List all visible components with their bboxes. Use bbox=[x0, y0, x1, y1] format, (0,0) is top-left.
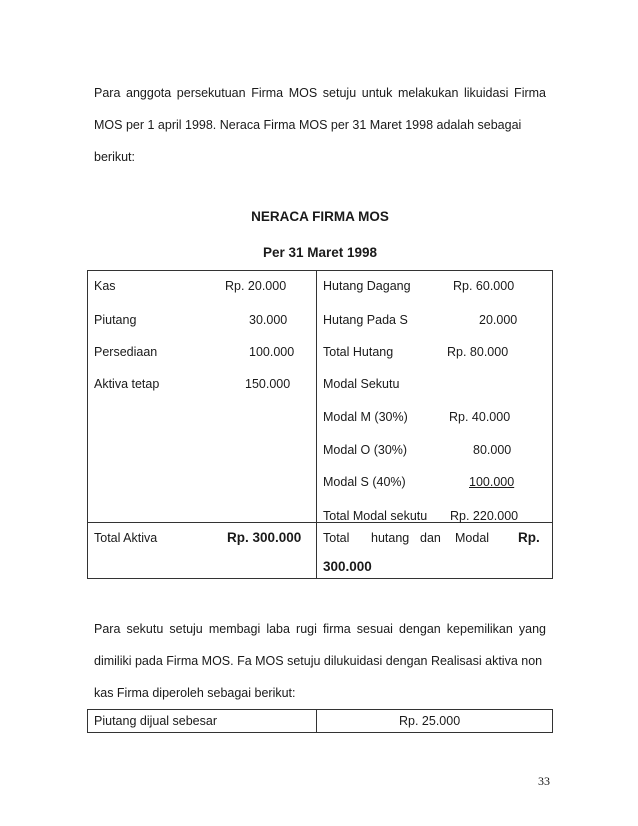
liability-value: Rp. 80.000 bbox=[447, 345, 509, 359]
total-liab-word: Modal bbox=[455, 531, 490, 545]
liability-value: 80.000 bbox=[473, 443, 512, 457]
balance-subtitle: Per 31 Maret 1998 bbox=[262, 245, 378, 260]
intro-paragraph bbox=[94, 77, 546, 173]
liability-label: Hutang Dagang bbox=[323, 279, 411, 293]
settlement-line-3: kas Firma diperoleh sebagai berikut: bbox=[94, 686, 296, 700]
asset-value: Rp. 20.000 bbox=[225, 279, 287, 293]
total-liabilities-cell bbox=[317, 523, 553, 579]
total-liab-rp: Rp. bbox=[518, 530, 540, 545]
assets-column bbox=[88, 271, 317, 523]
liability-value: Rp. 220.000 bbox=[450, 509, 519, 523]
asset-value: 30.000 bbox=[249, 313, 288, 327]
balance-title: NERACA FIRMA MOS bbox=[251, 209, 389, 224]
asset-label: Kas bbox=[94, 279, 116, 293]
balance-sheet-table bbox=[87, 270, 553, 579]
realisasi-value: Rp. 25.000 bbox=[317, 710, 553, 733]
asset-value: 150.000 bbox=[245, 377, 291, 391]
total-liab-word: hutang bbox=[371, 531, 410, 545]
liability-label: Total Modal sekutu bbox=[323, 509, 428, 523]
realisasi-label: Piutang dijual sebesar bbox=[88, 710, 317, 733]
asset-value: 100.000 bbox=[249, 345, 295, 359]
settlement-paragraph bbox=[94, 613, 546, 709]
total-assets-label: Total Aktiva bbox=[94, 531, 158, 545]
total-liab-word: dan bbox=[420, 531, 441, 545]
asset-label: Piutang bbox=[94, 313, 137, 327]
intro-line-1: Para anggota persekutuan Firma MOS setuju untuk melakukan likuidasi Firma bbox=[94, 86, 546, 100]
liability-value: 20.000 bbox=[479, 313, 518, 327]
liability-label: Modal O (30%) bbox=[323, 443, 408, 457]
total-assets-value: Rp. 300.000 bbox=[227, 530, 302, 545]
liability-label: Modal S (40%) bbox=[323, 475, 406, 489]
liability-value: Rp. 60.000 bbox=[453, 279, 515, 293]
asset-label: Aktiva tetap bbox=[94, 377, 160, 391]
settlement-line-1: Para sekutu setuju membagi laba rugi firma sesuai dengan kepemilikan yang bbox=[94, 622, 546, 636]
liability-value: Rp. 40.000 bbox=[449, 410, 511, 424]
liability-value: 100.000 bbox=[469, 475, 515, 489]
asset-label: Persediaan bbox=[94, 345, 158, 359]
settlement-line-2: dimiliki pada Firma MOS. Fa MOS setuju dilukuidasi dengan Realisasi aktiva non bbox=[94, 654, 543, 668]
liabilities-column bbox=[317, 271, 553, 523]
total-liab-word: Total bbox=[323, 531, 350, 545]
realisasi-table bbox=[87, 709, 553, 733]
liability-label: Hutang Pada S bbox=[323, 313, 408, 327]
page-number: 33 bbox=[538, 774, 550, 788]
liability-label: Total Hutang bbox=[323, 345, 394, 359]
liability-label: Modal Sekutu bbox=[323, 377, 400, 391]
total-assets-cell bbox=[88, 523, 317, 579]
intro-line-3: berikut: bbox=[94, 150, 135, 164]
intro-line-2: MOS per 1 april 1998. Neraca Firma MOS per 31 Maret 1998 adalah sebagai bbox=[94, 118, 522, 132]
total-liab-value: 300.000 bbox=[323, 559, 372, 574]
liability-label: Modal M (30%) bbox=[323, 410, 408, 424]
